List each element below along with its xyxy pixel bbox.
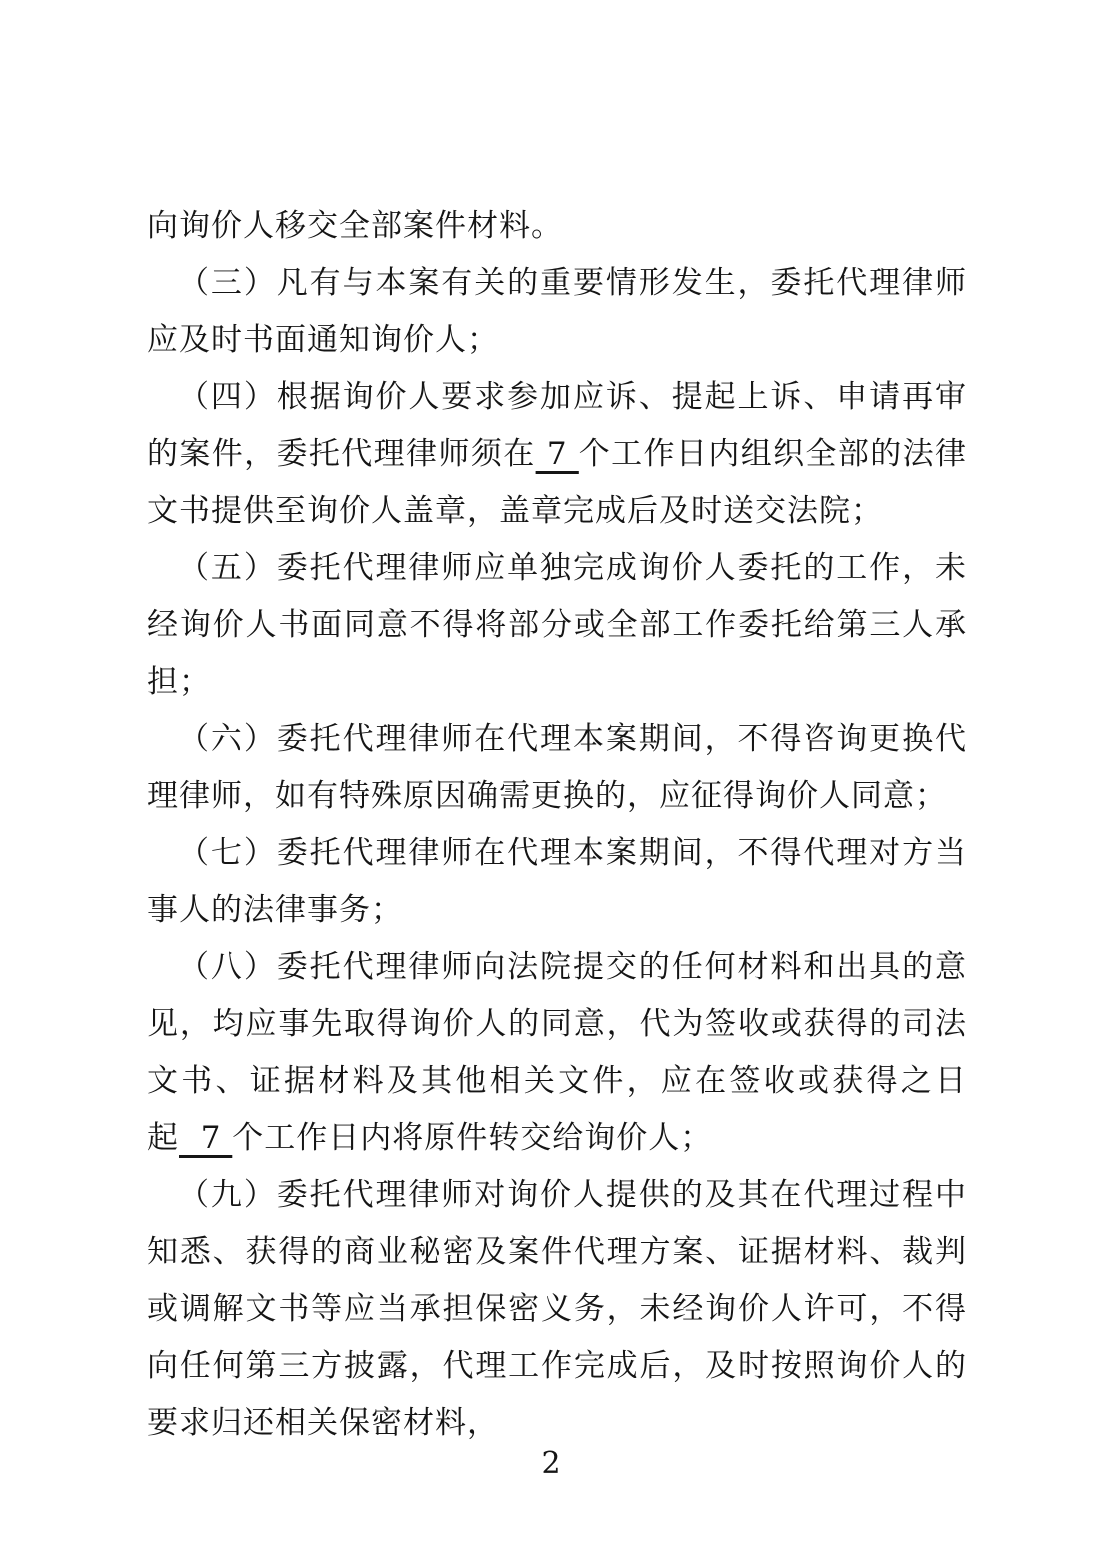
paragraph	[147, 939, 967, 1167]
underlined-value: 7	[535, 436, 579, 472]
underlined-value: 7	[179, 1120, 233, 1156]
text-segment: （九）委托代理律师对询价人提供的及其在代理过程中知悉、获得的商业秘密及案件代理方案、证据材料、裁判或调解文书等应当承担保密义务，未经询价人许可，不得向任何第三方披露，代理工作完成后，及时按照询价人的要求归还相关保密材料，	[147, 1177, 967, 1441]
page-number: 2	[541, 1446, 561, 1481]
document-body	[147, 198, 967, 1452]
paragraph	[147, 711, 967, 825]
text-segment: （七）委托代理律师在代理本案期间，不得代理对方当事人的法律事务；	[147, 835, 967, 928]
text-segment: （六）委托代理律师在代理本案期间，不得咨询更换代理律师，如有特殊原因确需更换的，应征得询价人同意；	[147, 721, 967, 814]
text-segment: （八）委托代理律师向法院提交的任何材料和出具的意见，均应事先取得询价人的同意，代为签收或获得的司法文书、证据材料及其他相关文件，应在签收或获得之日起	[147, 949, 967, 1156]
paragraph	[147, 198, 967, 255]
text-segment: 个工作日内将原件转交给询价人；	[232, 1120, 713, 1156]
paragraph	[147, 540, 967, 711]
text-segment: 个工作日内组织全部的法律文书提供至询价人盖章，盖章完成后及时送交法院；	[147, 436, 968, 529]
paragraph	[147, 1167, 967, 1452]
text-segment: （四）根据询价人要求参加应诉、提起上诉、申请再审的案件，委托代理律师须在	[147, 379, 967, 472]
text-segment: （三）凡有与本案有关的重要情形发生，委托代理律师应及时书面通知询价人；	[147, 265, 967, 358]
paragraph	[147, 369, 967, 540]
text-segment: 向询价人移交全部案件材料。	[147, 208, 563, 244]
paragraph	[147, 255, 967, 369]
text-segment: （五）委托代理律师应单独完成询价人委托的工作，未经询价人书面同意不得将部分或全部工作委托给第三人承担；	[147, 550, 967, 700]
paragraph	[147, 825, 967, 939]
